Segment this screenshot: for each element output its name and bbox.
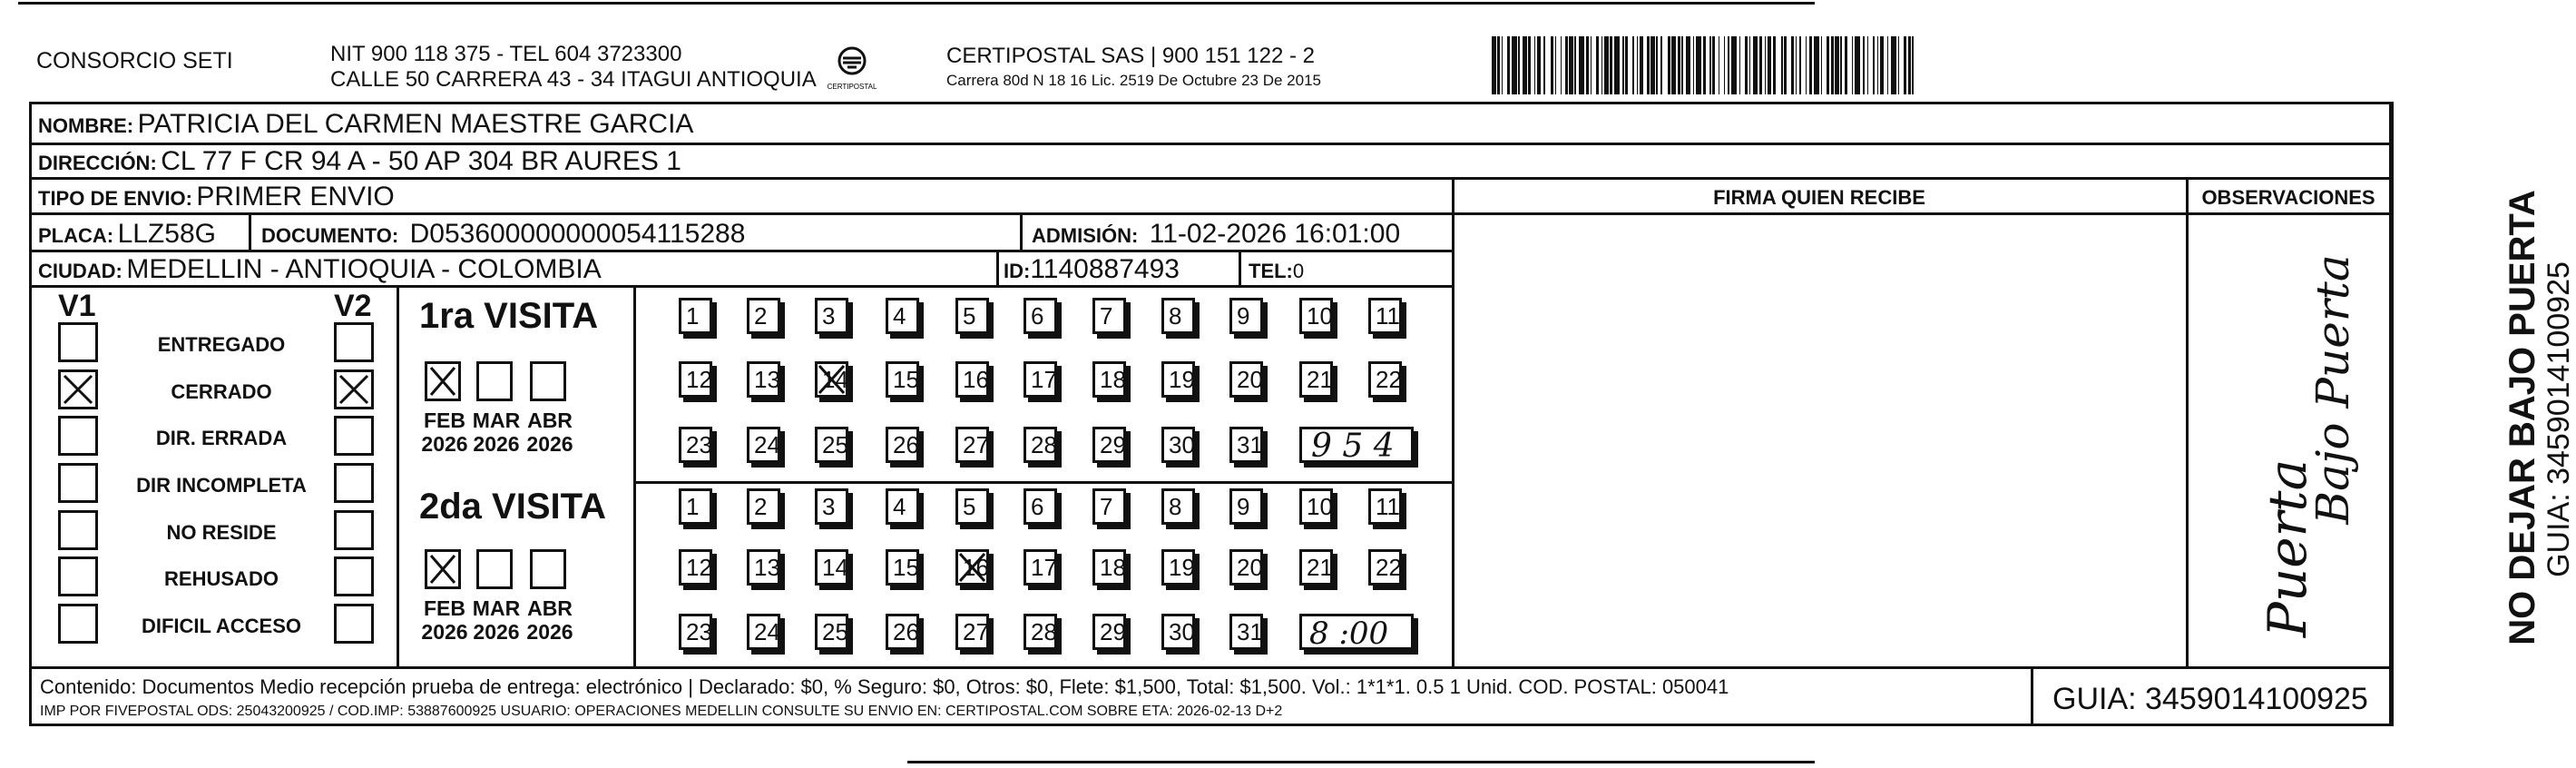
visit1-day-8: 8 (1161, 298, 1195, 334)
barcode-bar (1610, 36, 1612, 94)
barcode-bar (1821, 36, 1823, 94)
barcode-bar (1668, 36, 1670, 94)
barcode-bar (1831, 36, 1834, 94)
visit2-month-label-mar-2026: MAR 2026 (472, 596, 521, 645)
visit1-day-28: 28 (1024, 427, 1057, 463)
visit1-day-23: 23 (679, 427, 712, 463)
visit2-day-7: 7 (1092, 488, 1126, 525)
barcode-bar (1724, 36, 1726, 94)
barcode-bar (1591, 36, 1592, 94)
status-label-dir-incompleta: DIR INCOMPLETA (136, 474, 307, 497)
v1-header: V1 (58, 289, 96, 323)
barcode-bar (1908, 36, 1911, 94)
v1-checkbox-dificil-acceso (58, 604, 98, 644)
v2-checkbox-dificil-acceso (334, 604, 374, 644)
barcode-bar (1518, 36, 1520, 94)
visit1-day-27: 27 (955, 427, 989, 463)
v1-checkbox-no-reside (58, 510, 98, 550)
status-label-entregado: ENTREGADO (157, 333, 286, 356)
v2-checkbox-dir-errada (334, 416, 374, 456)
visit2-day-16: 16 (955, 549, 989, 586)
barcode-bar (1528, 36, 1531, 94)
barcode-bar (1709, 36, 1711, 94)
barcode-bar (1739, 36, 1741, 94)
barcode-bar (1569, 36, 1573, 94)
visit1-day-4: 4 (886, 298, 919, 334)
barcode-bar (1561, 36, 1562, 94)
v1-checkbox-rehusado (58, 556, 98, 596)
v2-checkbox-entregado (334, 322, 374, 362)
visit2-day-18: 18 (1092, 549, 1126, 586)
barcode-bar (1855, 36, 1860, 94)
certipostal-line1: CERTIPOSTAL SAS | 900 151 122 - 2 (946, 44, 1315, 68)
visit2-day-24: 24 (747, 614, 780, 650)
visit2-day-1: 1 (679, 488, 712, 525)
visit2-day-23: 23 (679, 614, 712, 650)
visit1-day-30: 30 (1161, 427, 1195, 463)
status-label-cerrado: CERRADO (171, 380, 272, 403)
visit1-day-2: 2 (747, 298, 780, 334)
visit1-month-label-mar-2026: MAR 2026 (472, 409, 521, 457)
barcode-bar (1840, 36, 1842, 94)
barcode-bar (1835, 36, 1839, 94)
visit1-day-21: 21 (1299, 361, 1333, 398)
barcode-bar (1497, 36, 1500, 94)
visit1-day-20: 20 (1229, 361, 1263, 398)
visit2-day-12: 12 (679, 549, 712, 586)
visit2-month-label-feb-2026: FEB 2026 (421, 596, 468, 645)
visit1-day-1: 1 (679, 298, 712, 334)
visit2-day-9: 9 (1229, 488, 1263, 525)
barcode-bar (1512, 36, 1517, 94)
barcode-bar (1671, 36, 1676, 94)
status-label-rehusado: REHUSADO (164, 567, 279, 590)
tel-row: TEL:0 (1249, 260, 1305, 282)
visit1-month-check-mark (428, 365, 457, 398)
nombre-row: NOMBRE: PATRICIA DEL CARMEN MAESTRE GARCIA (38, 109, 694, 139)
barcode-bar (1904, 36, 1906, 94)
visit1-day-19: 19 (1161, 361, 1195, 398)
visit2-day-25: 25 (815, 614, 848, 650)
barcode-bar (1681, 36, 1683, 94)
visit2-month-label-abr-2026: ABR 2026 (526, 596, 573, 645)
barcode-bar (1579, 36, 1584, 94)
barcode-bar (1784, 36, 1787, 94)
barcode-bar (1806, 36, 1807, 94)
barcode-bar (1799, 36, 1801, 94)
barcode-bar (1809, 36, 1812, 94)
visit1-day-14: 14 (815, 361, 848, 398)
visit2-day-20: 20 (1229, 549, 1263, 586)
visit1-day-26: 26 (886, 427, 919, 463)
barcode-bar (1827, 36, 1829, 94)
barcode-bar (1574, 36, 1576, 94)
barcode-bar (1565, 36, 1568, 94)
placa-value: LLZ58G (117, 219, 216, 249)
guia-vertical: GUIA: 3459014100925 (2542, 261, 2576, 577)
visit1-day-31: 31 (1229, 427, 1263, 463)
visit2-day-10: 10 (1299, 488, 1333, 525)
visit2-day-21: 21 (1299, 549, 1333, 586)
tel-value: 0 (1292, 260, 1305, 282)
visit1-day-9: 9 (1229, 298, 1263, 334)
visit2-day-6: 6 (1024, 488, 1057, 525)
bottom-rule (907, 761, 1815, 763)
visit1-month-label-feb-2026: FEB 2026 (421, 409, 468, 457)
admision-value: 11-02-2026 16:01:00 (1149, 219, 1401, 249)
tipo-value: PRIMER ENVIO (196, 182, 395, 212)
visit2-day-11: 11 (1368, 488, 1402, 525)
ciudad-value: MEDELLIN - ANTIOQUIA - COLOMBIA (126, 254, 602, 284)
visit1-day-16: 16 (955, 361, 989, 398)
status-label-dificil-acceso: DIFICIL ACCESO (141, 615, 301, 637)
v1-checkbox-dir-errada (58, 416, 98, 456)
visit2-day-30: 30 (1161, 614, 1195, 650)
barcode-bar (1555, 36, 1557, 94)
v1-checkbox-dir-incompleta (58, 463, 98, 503)
visit1-day-13: 13 (747, 361, 780, 398)
admision-row: ADMISIÓN: 11-02-2026 16:01:00 (1032, 219, 1401, 249)
barcode-bar (1614, 36, 1620, 94)
visit2-title: 2da VISITA (419, 487, 606, 527)
v2-checkbox-no-reside (334, 510, 374, 550)
barcode-bar (1768, 36, 1772, 94)
visit1-day-24: 24 (747, 427, 780, 463)
visit1-day-6: 6 (1024, 298, 1057, 334)
visit1-day-11: 11 (1368, 298, 1402, 334)
visit1-day-17: 17 (1024, 361, 1057, 398)
visit1-day-3: 3 (815, 298, 848, 334)
barcode-bar (1852, 36, 1854, 94)
visit1-day-5: 5 (955, 298, 989, 334)
barcode-bar (1502, 36, 1503, 94)
barcode-bar (1912, 36, 1914, 94)
visit2-day-28: 28 (1024, 614, 1057, 650)
barcode-bar (1877, 36, 1879, 94)
barcode-bar (1845, 36, 1847, 94)
status-label-no-reside: NO RESIDE (166, 521, 277, 544)
barcode-bar (1719, 36, 1720, 94)
svg-text:CERTIPOSTAL: CERTIPOSTAL (827, 83, 877, 91)
visit2-day-15: 15 (886, 549, 919, 586)
barcode-bar (1753, 36, 1758, 94)
id-value: 1140887493 (1030, 254, 1180, 284)
placa-row: PLACA: LLZ58G (38, 219, 216, 249)
visit2-day-8: 8 (1161, 488, 1195, 525)
barcode-bar (1749, 36, 1751, 94)
barcode-bar (1660, 36, 1662, 94)
barcode-bar (1693, 36, 1695, 94)
v1-checkbox-entregado (58, 322, 98, 362)
certipostal-logo (828, 44, 877, 93)
barcode-bar (1781, 36, 1783, 94)
barcode-bar (1637, 36, 1639, 94)
handwriting-line-2: Bajo Puerta (2307, 254, 2359, 525)
barcode-bar (1507, 36, 1510, 94)
v2-checkbox-dir-incompleta (334, 463, 374, 503)
ciudad-row: CIUDAD: MEDELLIN - ANTIOQUIA - COLOMBIA (38, 254, 602, 284)
barcode-bar (1863, 36, 1865, 94)
barcode-bar (1596, 36, 1599, 94)
barcode-bar (1632, 36, 1634, 94)
barcode-bar (1898, 36, 1900, 94)
visit1-day-18: 18 (1092, 361, 1126, 398)
no-dejar-warning: NO DEJAR BAJO PUERTA (2503, 190, 2542, 645)
visit1-day-12: 12 (679, 361, 712, 398)
visit2-month-check-mark (428, 553, 457, 586)
observaciones-handwriting (2188, 218, 2389, 663)
address-line: CALLE 50 CARRERA 43 - 34 ITAGUI ANTIOQUIA (330, 67, 817, 92)
barcode-bar (1796, 36, 1797, 94)
status-label-dir-errada: DIR. ERRADA (155, 427, 288, 449)
direccion-value: CL 77 F CR 94 A - 50 AP 304 BR AURES 1 (161, 146, 681, 176)
visit2-day-14: 14 (815, 549, 848, 586)
nombre-value: PATRICIA DEL CARMEN MAESTRE GARCIA (137, 109, 694, 139)
barcode-bar (1622, 36, 1624, 94)
visit1-day-29: 29 (1092, 427, 1126, 463)
v2-header: V2 (334, 289, 372, 323)
barcode-bar (1678, 36, 1680, 94)
certipostal-line2: Carrera 80d N 18 16 Lic. 2519 De Octubre 23 De 2015 (946, 72, 1321, 89)
documento-value: D053600000000054115288 (409, 219, 746, 249)
barcode-bar (1523, 36, 1527, 94)
barcode-bar (1891, 36, 1896, 94)
barcode-bar (1686, 36, 1690, 94)
barcode-bar (1551, 36, 1553, 94)
visit1-day-7: 7 (1092, 298, 1126, 334)
barcode-bar (1537, 36, 1542, 94)
footer-imp: IMP POR FIVEPOSTAL ODS: 25043200925 / COD.IMP: 53887600925 USUARIO: OPERACIONES MEDELLIN CONSULTE SU ENVIO EN: CERTIPOSTAL.COM SOBRE ETA: 2026-02-13 D+2 (40, 704, 1283, 719)
visit1-day-25: 25 (815, 427, 848, 463)
nit-line: NIT 900 118 375 - TEL 604 3723300 (330, 42, 682, 66)
visit2-day-13: 13 (747, 549, 780, 586)
visit1-time: 9 5 4 (1311, 428, 1395, 465)
top-rule (18, 2, 1815, 5)
barcode-bar (1640, 36, 1644, 94)
visit2-day-22: 22 (1368, 549, 1402, 586)
visit2-day-29: 29 (1092, 614, 1126, 650)
barcode-bar (1647, 36, 1650, 94)
visit1-time-box (1299, 427, 1414, 463)
tipo-row: TIPO DE ENVIO: PRIMER ENVIO (38, 182, 395, 212)
visit2-day-4: 4 (886, 488, 919, 525)
handwriting-line-1: Puerta (2257, 458, 2318, 638)
barcode-bar (1650, 36, 1655, 94)
barcode (1492, 36, 2216, 94)
visit2-time: 8 :00 (1309, 615, 1389, 652)
visit1-day-mark (817, 363, 847, 396)
visit2-day-5: 5 (955, 488, 989, 525)
barcode-bar (1765, 36, 1767, 94)
visit2-month-box-abr-2026 (530, 549, 566, 589)
visit2-day-mark (957, 551, 987, 584)
direccion-row: DIRECCIÓN: CL 77 F CR 94 A - 50 AP 304 BR AURES 1 (38, 146, 681, 176)
barcode-bar (1656, 36, 1658, 94)
company-name: CONSORCIO SETI (36, 48, 233, 74)
firma-header: FIRMA QUIEN RECIBE (1713, 186, 1925, 209)
barcode-bar (1745, 36, 1748, 94)
v2-check-mark (338, 373, 370, 406)
visit1-title: 1ra VISITA (419, 296, 599, 336)
barcode-bar (1759, 36, 1762, 94)
barcode-bar (1731, 36, 1737, 94)
barcode-bar (1625, 36, 1628, 94)
visit1-month-box-abr-2026 (530, 361, 566, 401)
visit1-month-label-abr-2026: ABR 2026 (526, 409, 573, 457)
visit2-day-26: 26 (886, 614, 919, 650)
barcode-bar (1791, 36, 1794, 94)
barcode-bar (1712, 36, 1715, 94)
visit2-day-31: 31 (1229, 614, 1263, 650)
barcode-bar (1543, 36, 1545, 94)
id-row: ID:1140887493 (1004, 254, 1180, 284)
v2-checkbox-rehusado (334, 556, 374, 596)
visit2-month-box-mar-2026 (476, 549, 513, 589)
barcode-bar (1601, 36, 1603, 94)
barcode-bar (1696, 36, 1701, 94)
documento-row: DOCUMENTO: D053600000000054115288 (261, 219, 746, 249)
barcode-bar (1492, 36, 1496, 94)
barcode-bar (1814, 36, 1819, 94)
visit2-day-3: 3 (815, 488, 848, 525)
visit1-day-22: 22 (1368, 361, 1402, 398)
v1-check-mark (62, 373, 94, 406)
barcode-bar (1867, 36, 1869, 94)
visit1-day-10: 10 (1299, 298, 1333, 334)
visit1-day-15: 15 (886, 361, 919, 398)
barcode-bar (1703, 36, 1706, 94)
visit2-time-box (1299, 614, 1414, 650)
barcode-bar (1887, 36, 1889, 94)
barcode-bar (1880, 36, 1885, 94)
barcode-bar (1873, 36, 1875, 94)
observaciones-header: OBSERVACIONES (2201, 186, 2375, 209)
visit2-day-17: 17 (1024, 549, 1057, 586)
barcode-bar (1773, 36, 1776, 94)
footer-guia: GUIA: 3459014100925 (2052, 682, 2368, 716)
barcode-bar (1604, 36, 1609, 94)
visit2-day-19: 19 (1161, 549, 1195, 586)
visit1-month-box-mar-2026 (476, 361, 513, 401)
footer-contenido: Contenido: Documentos Medio recepción prueba de entrega: electrónico | Declarado: $0, % Seguro: $0, Otros: $0, Flete: $1,500, Total: $1,500. Vol.: 1*1*1. 0.5 1 Unid. COD. POSTAL: 050041 (40, 675, 1729, 698)
barcode-bar (1586, 36, 1589, 94)
visit2-day-2: 2 (747, 488, 780, 525)
barcode-bar (1534, 36, 1536, 94)
barcode-bar (1728, 36, 1729, 94)
visit2-day-27: 27 (955, 614, 989, 650)
